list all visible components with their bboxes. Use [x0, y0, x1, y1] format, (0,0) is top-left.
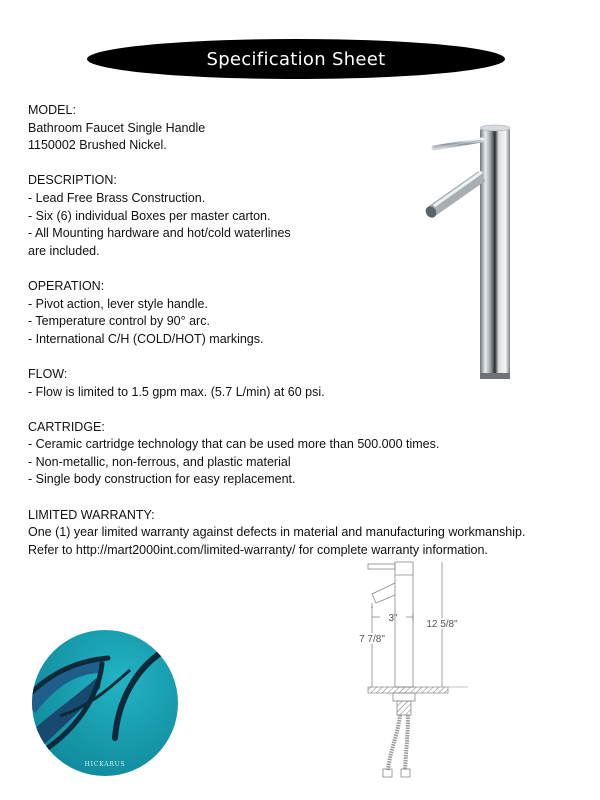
page-title: Specification Sheet — [206, 48, 386, 70]
spout-reach-label: 3" — [388, 613, 398, 624]
section-line: - Six (6) individual Boxes per master carton. — [28, 208, 271, 223]
section-heading: MODEL: — [28, 103, 76, 117]
section-line: - All Mounting hardware and hot/cold waterlines — [28, 226, 291, 241]
mounting-shank — [383, 693, 415, 777]
dimension-diagram — [350, 555, 470, 785]
section-line: 1150002 Brushed Nickel. — [28, 138, 167, 153]
brand-logo — [30, 628, 180, 778]
section-heading: LIMITED WARRANTY: — [28, 507, 155, 522]
logo-circle — [32, 630, 178, 776]
section-line: - Ceramic cartridge technology that can be used more than 500.000 times. — [28, 437, 440, 452]
section-line: - Lead Free Brass Construction. — [28, 190, 206, 205]
section-line: - Temperature control by 90° arc. — [28, 314, 210, 329]
countertop — [368, 687, 468, 693]
section-line: - Non-metallic, non-ferrous, and plastic material — [28, 454, 291, 469]
section-line: Bathroom Faucet Single Handle — [28, 120, 206, 135]
section-line: are included. — [28, 243, 100, 258]
spout-height-label: 7 7/8" — [359, 634, 385, 645]
section-line: - Pivot action, lever style handle. — [28, 296, 208, 311]
section-line: - Single body construction for easy replacement. — [28, 472, 296, 487]
section-heading: DESCRIPTION: — [28, 173, 117, 188]
section-heading: FLOW: — [28, 366, 68, 381]
section-line: Refer to http://mart2000int.com/limited-warranty/ for complete warranty information. — [28, 542, 488, 557]
faucet-lever — [434, 140, 482, 148]
faucet-outline — [368, 562, 413, 687]
section-heading: CARTRIDGE: — [28, 419, 105, 434]
section-line: - Flow is limited to 1.5 gpm max. (5.7 L/min) at 60 psi. — [28, 384, 325, 399]
faucet-spout — [423, 172, 482, 220]
section-cartridge — [28, 419, 568, 489]
logo-brand-text: HICKARUS — [84, 761, 126, 768]
title-banner — [87, 39, 505, 79]
total-height-label: 12 5/8" — [426, 619, 458, 630]
section-line: One (1) year limited warranty against defects in material and manufacturing workmanship. — [28, 525, 526, 540]
section-warranty — [28, 507, 568, 560]
faucet-product-image — [420, 118, 520, 388]
section-heading: OPERATION: — [28, 278, 105, 293]
section-line: - International C/H (COLD/HOT) markings. — [28, 331, 264, 346]
faucet-body — [480, 125, 510, 379]
